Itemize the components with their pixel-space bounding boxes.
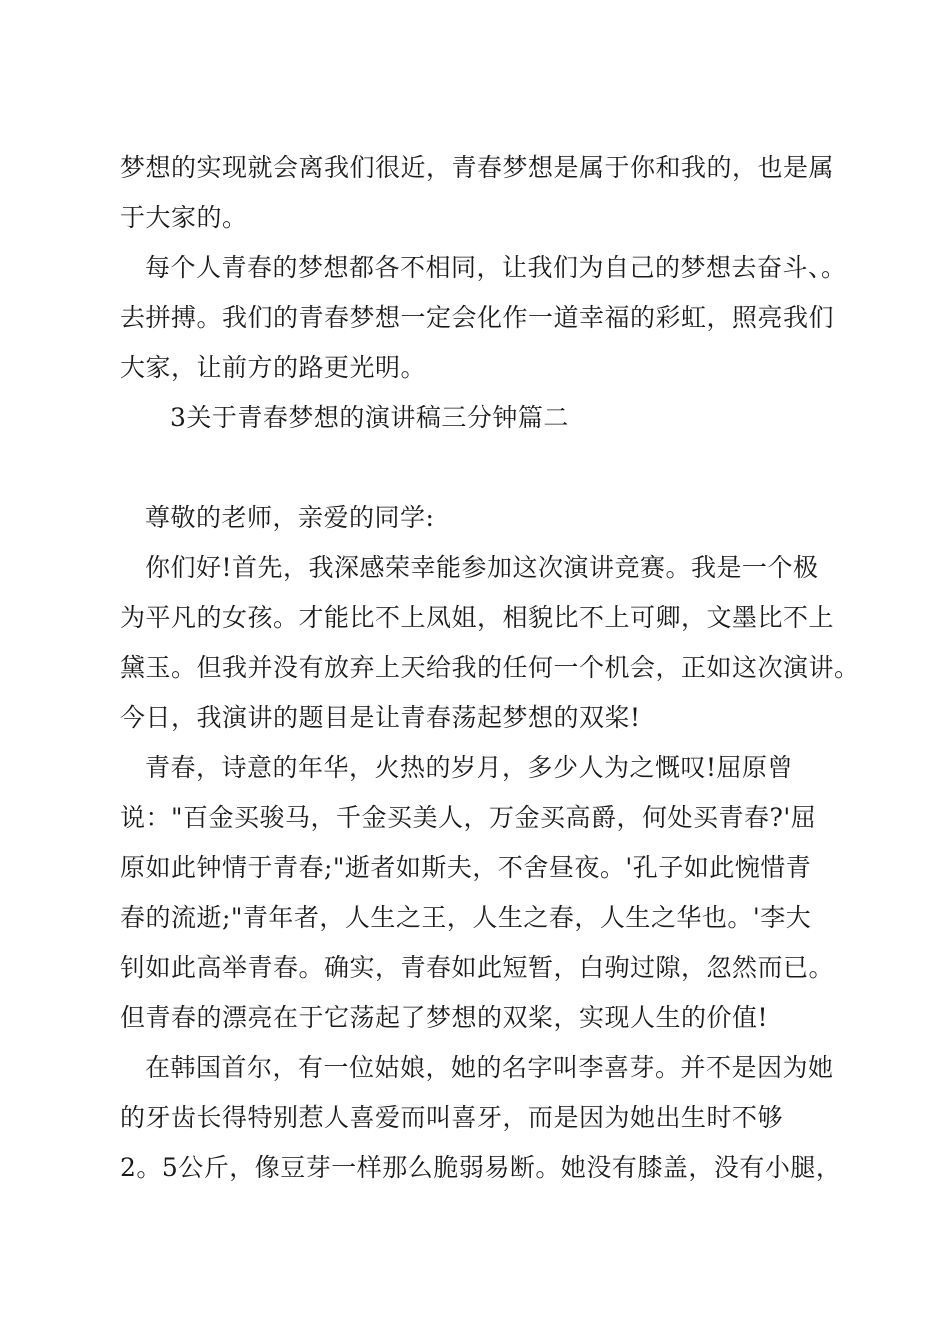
text-line: 2。5公斤，像豆芽一样那么脆弱易断。她没有膝盖，没有小腿， bbox=[120, 1153, 842, 1182]
paragraph-start-line: 青春，诗意的年华，火热的岁月，多少人为之慨叹!屈原曾 bbox=[145, 753, 794, 782]
text-line: 说："百金买骏马，千金买美人，万金买高爵，何处买青春?'屈 bbox=[120, 803, 817, 832]
text-line: 钊如此高举青春。确实，青春如此短暂，白驹过隙，忽然而已。 bbox=[120, 953, 835, 982]
text-line: 梦想的实现就会离我们很近，青春梦想是属于你和我的，也是属 bbox=[120, 153, 835, 182]
paragraph-start-line: 每个人青春的梦想都各不相同，让我们为自己的梦想去奋斗、。 bbox=[145, 253, 847, 282]
text-line: 的牙齿长得特别惹人喜爱而叫喜牙，而是因为她出生时不够 bbox=[120, 1103, 784, 1132]
paragraph-start-line: 你们好!首先，我深感荣幸能参加这次演讲竞赛。我是一个极 bbox=[145, 553, 819, 582]
text-line: 大家，让前方的路更光明。 bbox=[120, 353, 427, 382]
text-line: 但青春的漂亮在于它荡起了梦想的双桨，实现人生的价值! bbox=[120, 1003, 769, 1032]
text-line: 原如此钟情于青春;"逝者如斯夫，不舍昼夜。'孔子如此惋惜青 bbox=[120, 853, 812, 882]
section-heading: 3关于青春梦想的演讲稿三分钟篇二 bbox=[170, 403, 569, 432]
text-line: 去拼搏。我们的青春梦想一定会化作一道幸福的彩虹，照亮我们 bbox=[120, 303, 835, 332]
text-line: 于大家的。 bbox=[120, 203, 248, 232]
paragraph-start-line: 在韩国首尔，有一位姑娘，她的名字叫李喜芽。并不是因为她 bbox=[145, 1053, 834, 1082]
text-line: 今日，我演讲的题目是让青春荡起梦想的双桨! bbox=[120, 703, 641, 732]
text-line: 春的流逝;"青年者，人生之王，人生之春，人生之华也。'李大 bbox=[120, 903, 812, 932]
text-line: 为平凡的女孩。才能比不上凤姐，相貌比不上可卿，文墨比不上 bbox=[120, 603, 835, 632]
salutation: 尊敬的老师，亲爱的同学: bbox=[145, 503, 435, 532]
text-line: 黛玉。但我并没有放弃上天给我的任何一个机会，正如这次演讲。 bbox=[120, 653, 860, 682]
